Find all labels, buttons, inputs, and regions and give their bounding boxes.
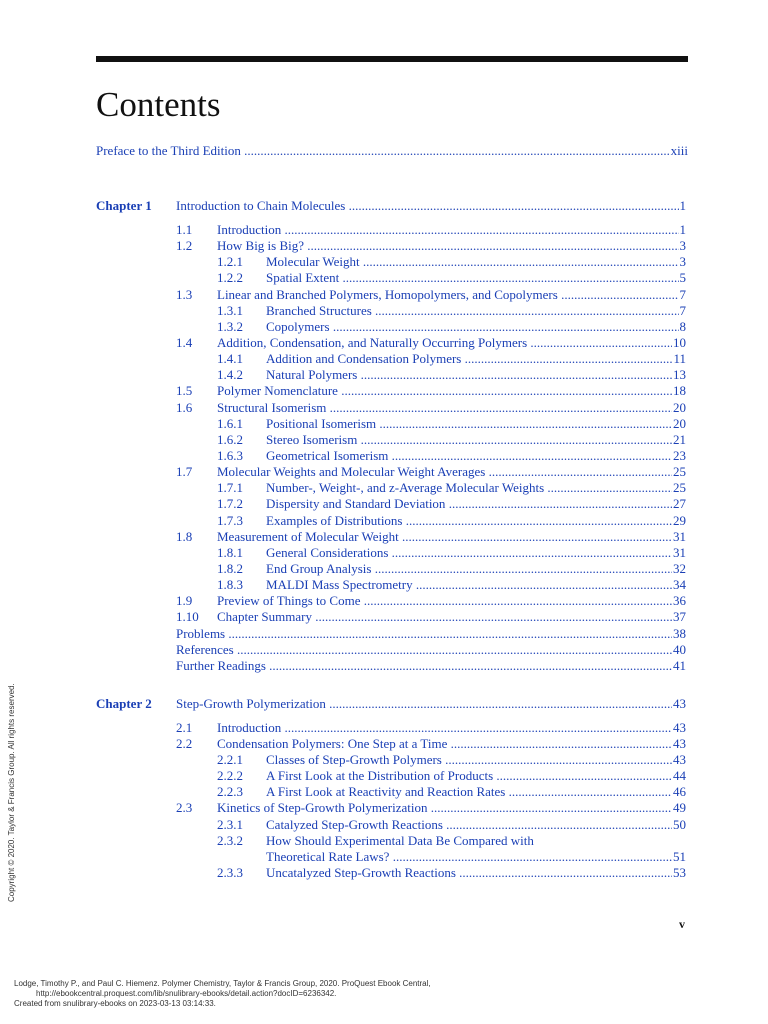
toc-title: General Considerations [266,545,389,560]
toc-page: 1 [679,222,686,237]
toc-number: 2.3 [176,800,193,815]
toc-entry[interactable] [217,303,686,319]
toc-page: 11 [673,351,686,366]
toc-entry-chapter[interactable] [176,696,686,712]
toc-page: 37 [673,609,686,624]
toc-page: 25 [673,464,686,479]
chapter-label[interactable]: Chapter 2 [96,696,152,711]
toc-page: 25 [673,480,686,495]
toc-page: 13 [673,367,686,382]
toc-page: 51 [673,849,686,864]
toc-page: 10 [673,335,686,350]
toc-title: Addition, Condensation, and Naturally Occurring Polymers [217,335,528,350]
toc-title: Examples of Distributions [266,513,403,528]
toc-entry[interactable] [217,496,686,512]
toc-entry[interactable] [217,513,686,529]
toc-number: 1.6.1 [217,416,243,431]
toc-title: Branched Structures [266,303,372,318]
toc-number: 1.7 [176,464,193,479]
toc-page: 31 [673,529,686,544]
toc-page: 3 [679,238,686,253]
toc-page: 23 [673,448,686,463]
toc-page: 7 [679,303,686,318]
toc-entry[interactable] [217,480,686,496]
toc-title: Catalyzed Step-Growth Reactions [266,817,443,832]
toc-page: 32 [673,561,686,576]
toc-title: Uncatalyzed Step-Growth Reactions [266,865,456,880]
toc-number: 1.8.1 [217,545,243,560]
toc-title: References [176,642,234,657]
toc-page: 27 [673,496,686,511]
citation-footer [14,979,431,1009]
toc-page: 20 [673,400,686,415]
toc-number: 1.2 [176,238,193,253]
toc-page: 21 [673,432,686,447]
toc-title: Step-Growth Polymerization [176,696,326,711]
toc-title: Stereo Isomerism [266,432,358,447]
toc-title: Preview of Things to Come [217,593,361,608]
toc-entry[interactable] [217,752,686,768]
toc-entry[interactable] [217,561,686,577]
toc-number: 1.4.1 [217,351,243,366]
toc-page: 34 [673,577,686,592]
toc-entry[interactable] [217,817,686,833]
toc-entry[interactable] [176,800,686,816]
toc-page: 29 [673,513,686,528]
toc-title: Dispersity and Standard Deviation [266,496,446,511]
toc-title: Molecular Weight [266,254,360,269]
toc-entry[interactable] [217,865,686,881]
toc-number: 1.2.1 [217,254,243,269]
toc-title: Preface to the Third Edition [96,143,241,158]
citation-line: Lodge, Timothy P., and Paul C. Hiemenz. Polymer Chemistry, Taylor & Francis Group, 2020. ProQuest Ebook Central, [14,979,431,988]
toc-title: Introduction [217,720,282,735]
toc-number: 2.2.3 [217,784,243,799]
toc-entry[interactable] [217,351,686,367]
toc-entry[interactable] [176,238,686,254]
toc-entry[interactable] [176,609,686,625]
toc-title: Molecular Weights and Molecular Weight Averages [217,464,486,479]
toc-page: 7 [679,287,686,302]
toc-number: 2.3.2 [217,833,243,848]
toc-page: 18 [673,383,686,398]
toc-number: 1.8.2 [217,561,243,576]
toc-number: 1.3.1 [217,303,243,318]
toc-number: 2.3.3 [217,865,243,880]
toc-page: 36 [673,593,686,608]
toc-number: 1.6.2 [217,432,243,447]
copyright-notice: Copyright © 2020. Taylor & Francis Group. All rights reserved. [7,683,16,902]
toc-page: 53 [673,865,686,880]
toc-entry-first-line[interactable] [217,833,686,849]
toc-page: 43 [673,720,686,735]
toc-title: Measurement of Molecular Weight [217,529,399,544]
toc-entry[interactable] [217,448,686,464]
toc-number: 2.2 [176,736,193,751]
toc-number: 1.8 [176,529,193,544]
toc-title: Chapter Summary [217,609,312,624]
toc-number: 1.7.1 [217,480,243,495]
toc-entry[interactable] [176,642,686,658]
toc-entry[interactable] [217,416,686,432]
toc-page: 43 [673,752,686,767]
toc-number: 1.4.2 [217,367,243,382]
toc-title: End Group Analysis [266,561,372,576]
toc-number: 1.3.2 [217,319,243,334]
toc-number: 1.7.2 [217,496,243,511]
toc-page: 43 [673,736,686,751]
toc-title: How Big is Big? [217,238,305,253]
toc-title: Linear and Branched Polymers, Homopolymers, and Copolymers [217,287,558,302]
toc-title: Introduction to Chain Molecules [176,198,346,213]
toc-title: Copolymers [266,319,330,334]
toc-title: Natural Polymers [266,367,358,382]
chapter-label[interactable]: Chapter 1 [96,198,152,213]
toc-entry-chapter[interactable] [176,198,686,214]
top-rule [96,56,688,62]
toc-number: 2.1 [176,720,193,735]
toc-entry-preface[interactable] [96,143,688,159]
toc-entry[interactable] [176,287,686,303]
toc-number: 2.2.1 [217,752,243,767]
toc-entry[interactable] [176,593,686,609]
toc-title: Classes of Step-Growth Polymers [266,752,442,767]
toc-number: 1.4 [176,335,193,350]
toc-title: Spatial Extent [266,270,340,285]
toc-title: MALDI Mass Spectrometry [266,577,413,592]
toc-page: 40 [673,642,686,657]
toc-entry[interactable] [176,222,686,238]
toc-page: 49 [673,800,686,815]
toc-page: 38 [673,626,686,641]
toc-entry[interactable] [176,383,686,399]
toc-number: 1.6.3 [217,448,243,463]
toc-page: 41 [673,658,686,673]
toc-entry[interactable] [217,254,686,270]
toc-page: 31 [673,545,686,560]
toc-entry[interactable] [176,464,686,480]
toc-number: 1.7.3 [217,513,243,528]
toc-page: xiii [670,143,688,158]
toc-entry[interactable] [217,577,686,593]
toc-title: A First Look at Reactivity and Reaction Rates [266,784,506,799]
toc-title: Introduction [217,222,282,237]
toc-number: 1.2.2 [217,270,243,285]
toc-entry[interactable] [176,529,686,545]
toc-title: Positional Isomerism [266,416,377,431]
toc-title: Kinetics of Step-Growth Polymerization [217,800,428,815]
toc-number: 1.9 [176,593,193,608]
toc-entry[interactable] [217,784,686,800]
toc-number: 1.6 [176,400,193,415]
toc-title: Number-, Weight-, and z-Average Molecular Weights [266,480,545,495]
toc-page: 3 [679,254,686,269]
toc-title: How Should Experimental Data Be Compared with [266,833,534,848]
toc-entry[interactable] [266,849,686,865]
toc-entry[interactable] [176,626,686,642]
toc-number: 1.1 [176,222,193,237]
toc-title: A First Look at the Distribution of Products [266,768,494,783]
toc-number: 1.5 [176,383,193,398]
toc-page: 44 [673,768,686,783]
toc-entry[interactable] [217,270,686,286]
toc-title: Polymer Nomenclature [217,383,338,398]
toc-page: 20 [673,416,686,431]
toc-title: Problems [176,626,226,641]
toc-number: 1.10 [176,609,199,624]
toc-title-continued: Theoretical Rate Laws? [266,849,390,864]
page-title: Contents [96,85,221,124]
toc-page: 8 [679,319,686,334]
toc-entry[interactable] [176,720,686,736]
toc-entry[interactable] [176,335,686,351]
toc-entry[interactable] [217,768,686,784]
toc-page: 46 [673,784,686,799]
toc-number: 1.3 [176,287,193,302]
toc-number: 2.3.1 [217,817,243,832]
toc-page: 50 [673,817,686,832]
toc-entry[interactable] [217,432,686,448]
citation-line: Created from snulibrary-ebooks on 2023-03-13 03:14:33. [14,999,216,1008]
citation-url: http://ebookcentral.proquest.com/lib/snulibrary-ebooks/detail.action?docID=6236342. [36,989,337,998]
toc-title: Addition and Condensation Polymers [266,351,462,366]
toc-title: Further Readings [176,658,266,673]
toc-entry[interactable] [217,545,686,561]
toc-number: 1.8.3 [217,577,243,592]
toc-page: 1 [679,198,686,213]
toc-number: 2.2.2 [217,768,243,783]
page-number: v [679,917,685,931]
toc-entry[interactable] [217,367,686,383]
toc-entry[interactable] [176,736,686,752]
toc-title: Condensation Polymers: One Step at a Time [217,736,448,751]
toc-entry[interactable] [217,319,686,335]
toc-title: Geometrical Isomerism [266,448,389,463]
toc-page: 43 [673,696,686,711]
toc-entry[interactable] [176,400,686,416]
toc-entry[interactable] [176,658,686,674]
toc-title: Structural Isomerism [217,400,327,415]
toc-page: 5 [679,270,686,285]
